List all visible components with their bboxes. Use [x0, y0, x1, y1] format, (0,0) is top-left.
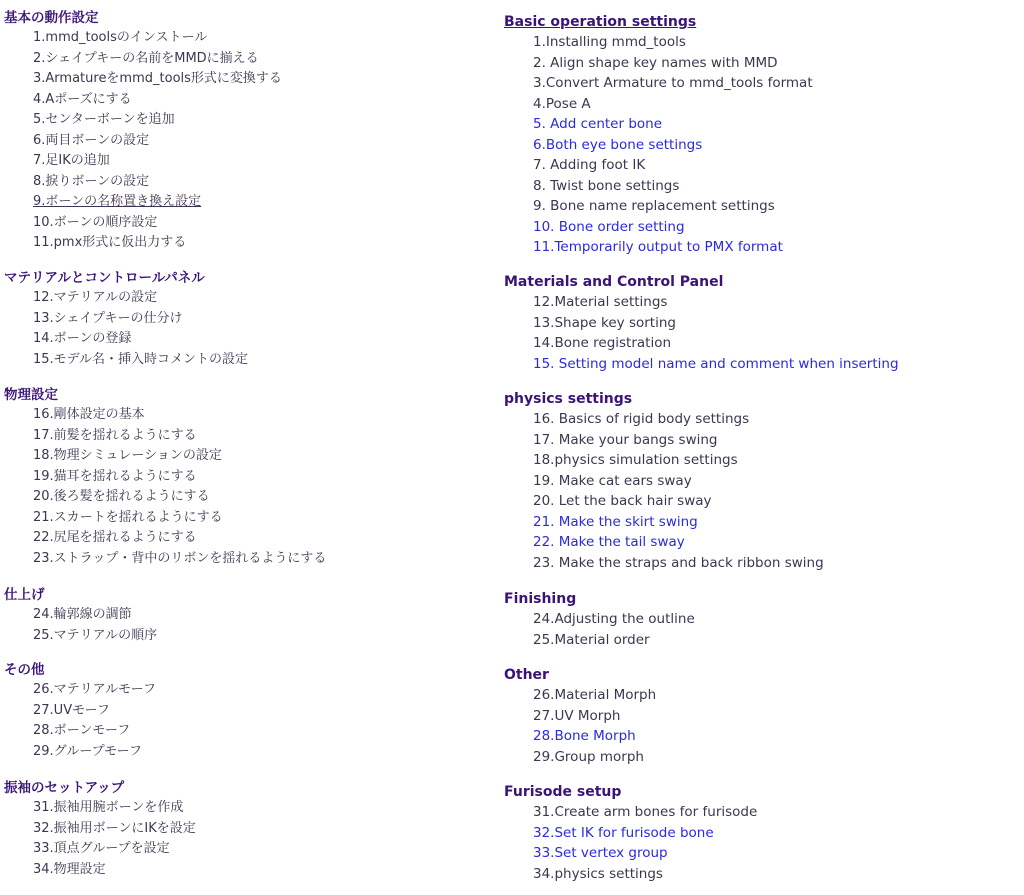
en-toc-link[interactable]: 26.Material Morph: [533, 687, 657, 703]
en-section-title[interactable]: Basic operation settings: [504, 14, 697, 30]
ja-section-title: 基本の動作設定: [4, 10, 99, 26]
ja-section-item-list: [4, 605, 157, 646]
en-section: [504, 12, 813, 258]
ja-toc-link[interactable]: 10.ボーンの順序設定: [33, 214, 158, 230]
ja-section: [4, 778, 196, 880]
ja-toc-link[interactable]: 13.シェイプキーの仕分け: [33, 310, 183, 326]
en-section-item-list: [504, 685, 656, 767]
en-toc-link[interactable]: 6.Both eye bone settings: [533, 136, 703, 153]
en-toc-link[interactable]: 28.Bone Morph: [533, 728, 636, 744]
ja-section: [4, 660, 156, 762]
ja-toc-link[interactable]: 1.mmd_toolsのインストール: [33, 30, 208, 45]
en-toc-link[interactable]: 32.Set IK for furisode bone: [533, 824, 714, 841]
ja-toc-link[interactable]: 16.剛体設定の基本: [33, 407, 145, 422]
ja-toc-link[interactable]: 33.頂点グループを設定: [33, 841, 170, 856]
ja-toc-link[interactable]: 18.物理シミュレーションの設定: [33, 448, 222, 463]
ja-section: [4, 385, 326, 569]
en-toc-link[interactable]: 21. Make the skirt swing: [533, 513, 698, 530]
ja-toc-link[interactable]: 34.物理設定: [33, 861, 106, 877]
en-toc-link[interactable]: 2. Align shape key names with MMD: [533, 54, 778, 71]
en-toc-link[interactable]: 14.Bone registration: [533, 335, 672, 351]
en-toc-link[interactable]: 24.Adjusting the outline: [533, 611, 695, 627]
en-section-title: Finishing: [504, 591, 577, 607]
ja-toc-link[interactable]: 22.尻尾を揺れるようにする: [33, 530, 197, 545]
en-toc-link[interactable]: 4.Pose A: [533, 95, 591, 112]
en-section-title: Furisode setup: [504, 784, 622, 800]
en-toc-link[interactable]: 17. Make your bangs swing: [533, 431, 718, 448]
ja-toc-link[interactable]: 26.マテリアルモーフ: [33, 682, 156, 697]
en-toc-link[interactable]: 13.Shape key sorting: [533, 314, 676, 331]
ja-toc-link[interactable]: 2.シェイプキーの名前をMMDに揃える: [33, 50, 259, 66]
ja-section-item-list: [4, 405, 326, 569]
ja-section: [4, 8, 282, 254]
ja-toc-link[interactable]: 28.ボーンモーフ: [33, 723, 131, 738]
en-toc-link[interactable]: 33.Set vertex group: [533, 845, 668, 861]
ja-toc-link[interactable]: 15.モデル名・挿入時コメントの設定: [33, 351, 249, 367]
en-section: [504, 389, 824, 573]
ja-toc-link[interactable]: 19.猫耳を揺れるようにする: [33, 468, 197, 484]
ja-toc-link[interactable]: 20.後ろ髪を揺れるようにする: [33, 489, 210, 504]
en-toc-link[interactable]: 1.Installing mmd_tools: [533, 34, 686, 50]
en-toc-link[interactable]: 11.Temporarily output to PMX format: [533, 239, 783, 255]
en-section: [504, 589, 695, 650]
ja-toc-link[interactable]: 6.両目ボーンの設定: [33, 132, 150, 148]
en-toc-link[interactable]: 15. Setting model name and comment when inserting: [533, 355, 899, 372]
ja-toc-link[interactable]: 23.ストラップ・背中のリボンを揺れるようにする: [33, 550, 327, 566]
en-toc-link[interactable]: 8. Twist bone settings: [533, 177, 680, 194]
ja-toc-link[interactable]: 29.グループモーフ: [33, 743, 142, 759]
ja-toc-link[interactable]: 4.Aポーズにする: [33, 91, 132, 107]
en-toc-link[interactable]: 23. Make the straps and back ribbon swing: [533, 554, 824, 571]
ja-section-item-list: [4, 798, 196, 880]
ja-toc-link[interactable]: 14.ボーンの登録: [33, 331, 132, 346]
ja-section-title: マテリアルとコントロールパネル: [4, 270, 205, 286]
ja-toc-link[interactable]: 24.輪郭線の調節: [33, 607, 132, 622]
en-toc-link[interactable]: 9. Bone name replacement settings: [533, 198, 775, 214]
ja-toc-link[interactable]: 8.捩りボーンの設定: [33, 173, 150, 189]
en-section-item-list: [504, 802, 757, 884]
ja-toc-link[interactable]: 32.振袖用ボーンにIKを設定: [33, 820, 196, 836]
en-toc-link[interactable]: 29.Group morph: [533, 748, 644, 765]
ja-toc-link[interactable]: 11.pmx形式に仮出力する: [33, 235, 187, 250]
en-toc-link[interactable]: 5. Add center bone: [533, 116, 663, 132]
ja-section-title: 物理設定: [4, 387, 58, 403]
en-toc-link[interactable]: 3.Convert Armature to mmd_tools format: [533, 75, 813, 91]
ja-toc-link[interactable]: 25.マテリアルの順序: [33, 627, 158, 643]
en-section-item-list: [504, 609, 695, 650]
en-toc-link[interactable]: 12.Material settings: [533, 294, 668, 310]
en-toc-link[interactable]: 27.UV Morph: [533, 707, 621, 724]
ja-toc-link[interactable]: 21.スカートを揺れるようにする: [33, 509, 223, 525]
ja-section-title: 振袖のセットアップ: [4, 780, 125, 796]
en-section-item-list: [504, 409, 824, 573]
ja-toc-link[interactable]: 12.マテリアルの設定: [33, 290, 158, 305]
en-toc-link[interactable]: 10. Bone order setting: [533, 218, 685, 235]
ja-toc-link[interactable]: 27.UVモーフ: [33, 702, 110, 718]
en-toc-link[interactable]: 22. Make the tail sway: [533, 534, 685, 550]
en-toc-link[interactable]: 18.physics simulation settings: [533, 452, 738, 468]
ja-section-title: 仕上げ: [4, 587, 45, 603]
en-toc-link[interactable]: 20. Let the back hair sway: [533, 493, 712, 509]
en-section: [504, 272, 899, 374]
ja-section: [4, 268, 248, 370]
ja-section-item-list: [4, 28, 282, 254]
en-section-item-list: [504, 292, 899, 374]
ja-section: [4, 585, 157, 646]
en-toc-link[interactable]: 31.Create arm bones for furisode: [533, 804, 758, 820]
ja-toc-link[interactable]: 31.振袖用腕ボーンを作成: [33, 800, 184, 815]
ja-section-title: その他: [4, 662, 45, 678]
en-section-title: Other: [504, 667, 549, 683]
en-toc-link[interactable]: 7. Adding foot IK: [533, 157, 646, 173]
ja-section-item-list: [4, 288, 248, 370]
en-toc-link[interactable]: 19. Make cat ears sway: [533, 472, 692, 489]
en-section-title: Materials and Control Panel: [504, 274, 724, 290]
ja-toc-link[interactable]: 9.ボーンの名称置き換え設定: [33, 194, 202, 209]
en-toc-link[interactable]: 34.physics settings: [533, 865, 663, 882]
en-section-item-list: [504, 32, 813, 258]
ja-toc-link[interactable]: 7.足IKの追加: [33, 153, 110, 168]
en-toc-link[interactable]: 25.Material order: [533, 631, 650, 648]
en-section-title: physics settings: [504, 391, 633, 407]
en-section: [504, 782, 757, 884]
en-toc-link[interactable]: 16. Basics of rigid body settings: [533, 411, 750, 427]
ja-section-item-list: [4, 680, 156, 762]
en-section: [504, 665, 656, 767]
ja-toc-link[interactable]: 3.Armatureをmmd_tools形式に変換する: [33, 71, 282, 86]
ja-toc-link[interactable]: 17.前髪を揺れるようにする: [33, 427, 197, 443]
ja-toc-link[interactable]: 5.センターボーンを追加: [33, 112, 175, 127]
